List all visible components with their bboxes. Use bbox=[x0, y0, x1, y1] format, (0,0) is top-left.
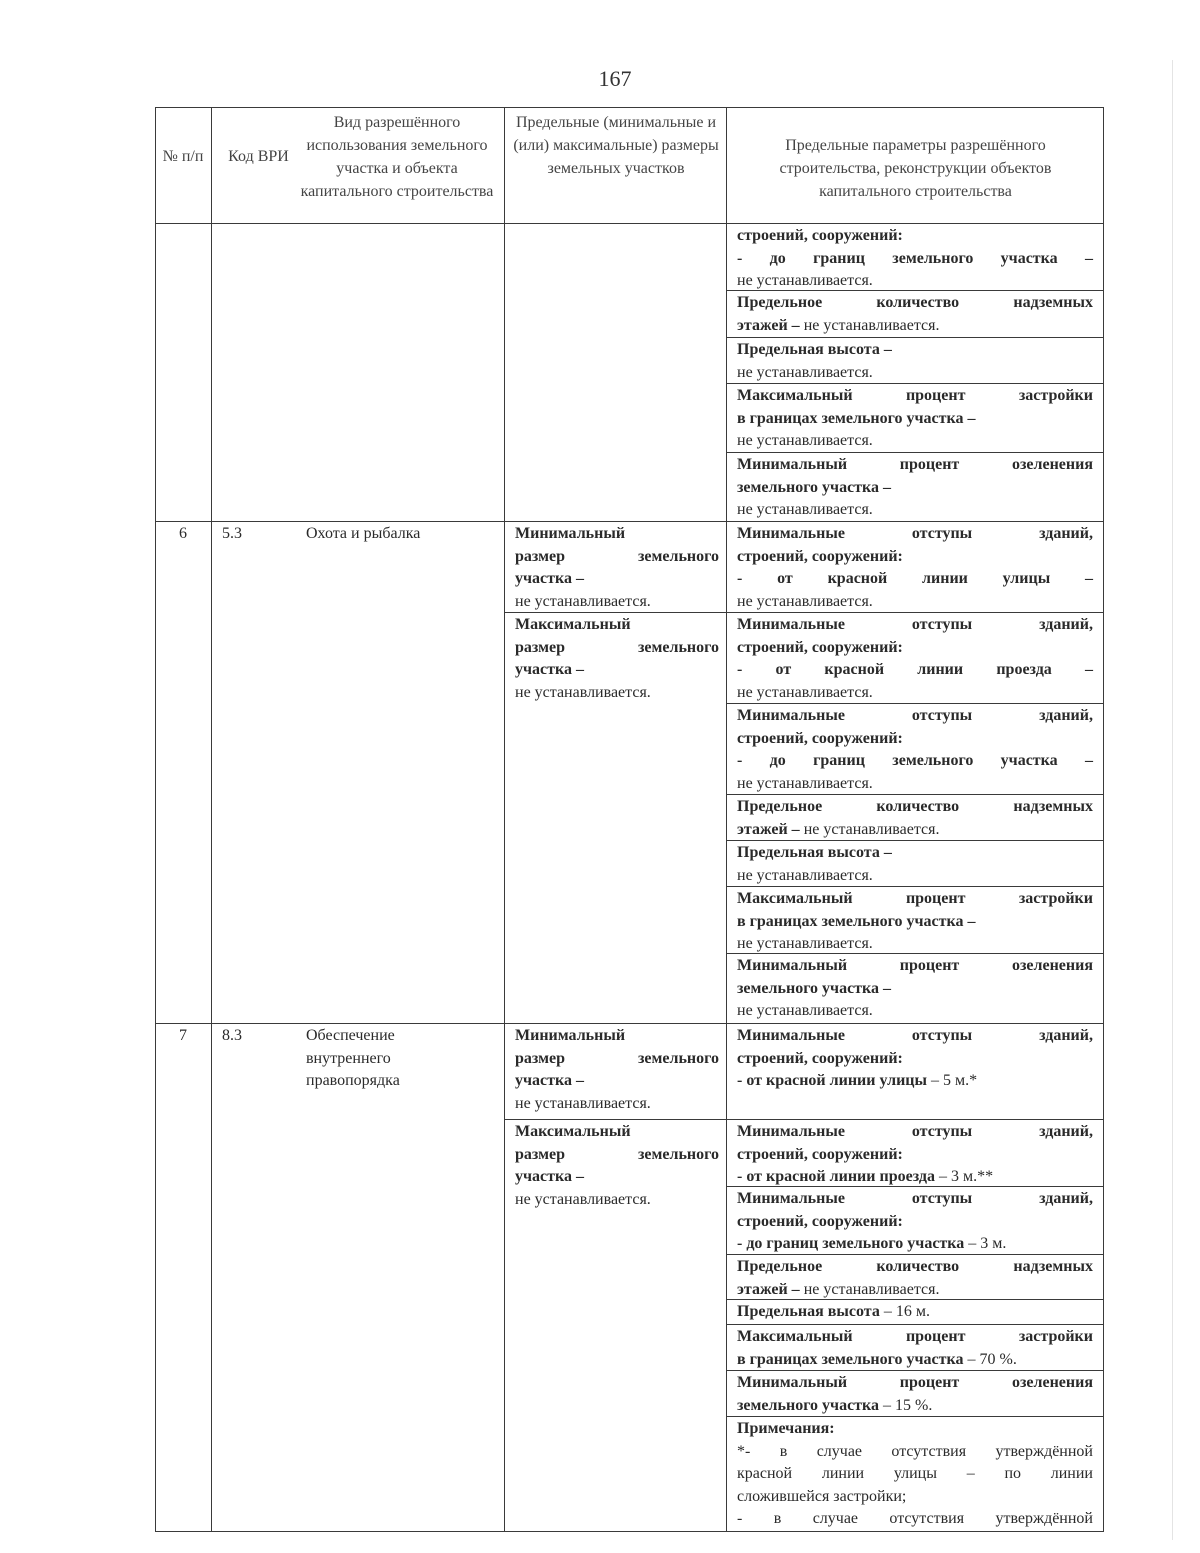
scan-edge bbox=[1172, 60, 1173, 1540]
param-text: - до границ земельного участка – bbox=[737, 249, 1093, 267]
param-value: – 16 м. bbox=[879, 1303, 930, 1320]
param-text: - от красной линии улицы bbox=[737, 1072, 927, 1089]
param-text: Минимальные отступы зданий, bbox=[737, 616, 1093, 633]
header-num: № п/п bbox=[162, 148, 204, 165]
param-cell bbox=[727, 705, 1104, 795]
param-text: - до границ земельного участка – bbox=[737, 752, 1093, 769]
row-divider bbox=[504, 1119, 1104, 1120]
param-text: не устанавливается. bbox=[737, 774, 873, 792]
param-text: - от красной линии проезда – bbox=[737, 661, 1093, 678]
size-text: размер земельного bbox=[515, 638, 719, 656]
param-text: Предельная высота bbox=[737, 1303, 880, 1320]
size-text: не устанавливается. bbox=[515, 592, 651, 610]
param-text: строений, сооружений: bbox=[737, 547, 903, 565]
header-params: Предельные параметры разрешённого строительства, реконструкции объектов капитального строительства bbox=[779, 137, 1052, 200]
size-text: Максимальный bbox=[515, 616, 631, 633]
row-code: 5.3 bbox=[222, 525, 242, 542]
param-cell bbox=[727, 523, 1104, 613]
param-cell bbox=[727, 842, 1104, 887]
param-value: не устанавливается. bbox=[799, 316, 940, 334]
param-text: в границах земельного участка – bbox=[737, 409, 976, 427]
size-text: Минимальный bbox=[515, 525, 626, 542]
table-border-top bbox=[155, 107, 1104, 108]
param-value: – 70 %. bbox=[963, 1350, 1017, 1368]
size-text: участка – bbox=[515, 661, 584, 678]
row-divider bbox=[155, 1023, 1104, 1024]
param-text: не устанавливается. bbox=[737, 1002, 873, 1019]
param-value: – 3 м.** bbox=[934, 1168, 994, 1185]
param-value: – 3 м. bbox=[964, 1235, 1007, 1252]
size-cell bbox=[505, 1025, 727, 1115]
use-name-text: внутреннего bbox=[306, 1049, 391, 1067]
cell-divider bbox=[726, 337, 1104, 338]
param-cell bbox=[727, 1326, 1104, 1371]
param-text: Предельная высота – bbox=[737, 341, 892, 358]
param-cell bbox=[727, 225, 1104, 293]
param-text: Минимальные отступы зданий, bbox=[737, 707, 1093, 724]
param-text: Минимальный процент озеленения bbox=[737, 1374, 1093, 1391]
param-text: Максимальный процент застройки bbox=[737, 387, 1093, 404]
size-text: не устанавливается. bbox=[515, 1094, 651, 1112]
param-text: - от красной линии проезда bbox=[737, 1168, 935, 1185]
size-text: Минимальный bbox=[515, 1027, 626, 1044]
param-cell bbox=[727, 1121, 1104, 1189]
param-text: Максимальный процент застройки bbox=[737, 1328, 1093, 1345]
param-cell bbox=[727, 1256, 1104, 1301]
param-cell bbox=[727, 339, 1104, 384]
param-text: строений, сооружений: bbox=[737, 1212, 903, 1230]
param-text: не устанавливается. bbox=[737, 683, 873, 701]
header-type: Вид разрешённого использования земельного участка и объекта капитального строительства bbox=[300, 114, 494, 200]
param-text: Минимальные отступы зданий, bbox=[737, 1190, 1093, 1207]
notes-text: - в случае отсутствия утверждённой bbox=[737, 1510, 1093, 1527]
param-cell bbox=[727, 385, 1104, 453]
param-text: строений, сооружений: bbox=[737, 1049, 903, 1067]
size-text: не устанавливается. bbox=[515, 1190, 651, 1208]
param-text: Предельное количество надземных bbox=[737, 1258, 1093, 1275]
param-text: в границах земельного участка bbox=[737, 1350, 964, 1368]
size-text: размер земельного bbox=[515, 1049, 719, 1067]
size-text: Максимальный bbox=[515, 1123, 631, 1140]
param-cell bbox=[727, 796, 1104, 841]
param-value: – 5 м.* bbox=[927, 1072, 978, 1089]
row-number: 6 bbox=[179, 525, 187, 542]
row-use-name: Охота и рыбалка bbox=[306, 525, 421, 542]
param-cell bbox=[727, 955, 1104, 1023]
param-cell bbox=[727, 614, 1104, 704]
param-text: Предельное количество надземных bbox=[737, 798, 1093, 815]
notes-cell bbox=[727, 1418, 1104, 1531]
param-text: не устанавливается. bbox=[737, 363, 873, 381]
param-text: не устанавливается. bbox=[737, 501, 873, 518]
param-text: Максимальный процент застройки bbox=[737, 890, 1093, 907]
page-number: 167 bbox=[598, 66, 632, 91]
column-divider bbox=[504, 107, 505, 1532]
param-text: этажей – bbox=[737, 820, 800, 838]
param-text: строений, сооружений: bbox=[737, 1145, 903, 1163]
table-border-bottom bbox=[155, 1531, 1104, 1532]
size-text: не устанавливается. bbox=[515, 683, 651, 701]
param-text: Минимальные отступы зданий, bbox=[737, 525, 1093, 542]
param-text: земельного участка – bbox=[737, 478, 892, 496]
param-text: не устанавливается. bbox=[737, 592, 873, 610]
param-text: этажей – bbox=[737, 1280, 800, 1298]
size-cell bbox=[505, 523, 727, 613]
notes-text: сложившейся застройки; bbox=[737, 1487, 907, 1505]
param-text: строений, сооружений: bbox=[737, 638, 903, 656]
size-text: участка – bbox=[515, 1072, 584, 1089]
param-cell bbox=[727, 1025, 1104, 1093]
row-use-name bbox=[306, 1025, 504, 1093]
param-cell bbox=[727, 1372, 1104, 1417]
param-text: земельного участка – bbox=[737, 979, 892, 997]
param-value: не устанавливается. bbox=[799, 820, 940, 838]
regulations-table bbox=[155, 107, 1104, 1532]
size-cell bbox=[505, 1121, 727, 1211]
param-text: этажей – bbox=[737, 316, 800, 334]
param-text: земельного участка bbox=[737, 1396, 880, 1414]
size-text: участка – bbox=[515, 1168, 584, 1185]
param-value: не устанавливается. bbox=[799, 1280, 940, 1298]
param-text: Предельное количество надземных bbox=[737, 294, 1093, 311]
param-text: строений, сооружений: bbox=[737, 227, 903, 244]
header-divider bbox=[155, 223, 1104, 224]
param-text: не устанавливается. bbox=[737, 432, 873, 449]
param-cell bbox=[727, 888, 1104, 956]
param-value: – 15 %. bbox=[879, 1396, 933, 1414]
param-text: Минимальные отступы зданий, bbox=[737, 1027, 1093, 1044]
param-text: Минимальные отступы зданий, bbox=[737, 1123, 1093, 1140]
row-code: 8.3 bbox=[222, 1027, 242, 1044]
param-text: не устанавливается. bbox=[737, 935, 873, 952]
param-cell bbox=[727, 292, 1104, 337]
param-text: - до границ земельного участка bbox=[737, 1235, 965, 1252]
notes-title: Примечания: bbox=[737, 1420, 835, 1437]
param-cell bbox=[727, 1188, 1104, 1256]
param-text: не устанавливается. bbox=[737, 272, 873, 289]
size-text: размер земельного bbox=[515, 547, 719, 565]
table-border-left bbox=[155, 107, 156, 1532]
column-divider bbox=[211, 107, 212, 1532]
param-text: - от красной линии улицы – bbox=[737, 570, 1093, 587]
param-text: строений, сооружений: bbox=[737, 729, 903, 747]
cell-divider bbox=[726, 1324, 1104, 1325]
param-cell bbox=[727, 454, 1104, 522]
header-size: Предельные (минимальные и (или) максимальные) размеры земельных участков bbox=[513, 114, 719, 177]
notes-text: красной линии улицы – по линии bbox=[737, 1465, 1093, 1482]
size-text: участка – bbox=[515, 570, 584, 587]
use-name-text: правопорядка bbox=[306, 1072, 400, 1089]
param-text: Минимальный процент озеленения bbox=[737, 456, 1093, 473]
size-cell bbox=[505, 614, 727, 704]
param-text: Предельная высота – bbox=[737, 844, 892, 861]
param-text: в границах земельного участка – bbox=[737, 912, 976, 930]
param-text: Минимальный процент озеленения bbox=[737, 957, 1093, 974]
use-name-text: Обеспечение bbox=[306, 1027, 395, 1044]
notes-text: *- в случае отсутствия утверждённой bbox=[737, 1442, 1093, 1460]
row-number: 7 bbox=[179, 1027, 187, 1044]
header-code: Код ВРИ bbox=[228, 148, 289, 165]
param-text: не устанавливается. bbox=[737, 866, 873, 884]
size-text: размер земельного bbox=[515, 1145, 719, 1163]
param-cell bbox=[727, 1301, 1104, 1324]
